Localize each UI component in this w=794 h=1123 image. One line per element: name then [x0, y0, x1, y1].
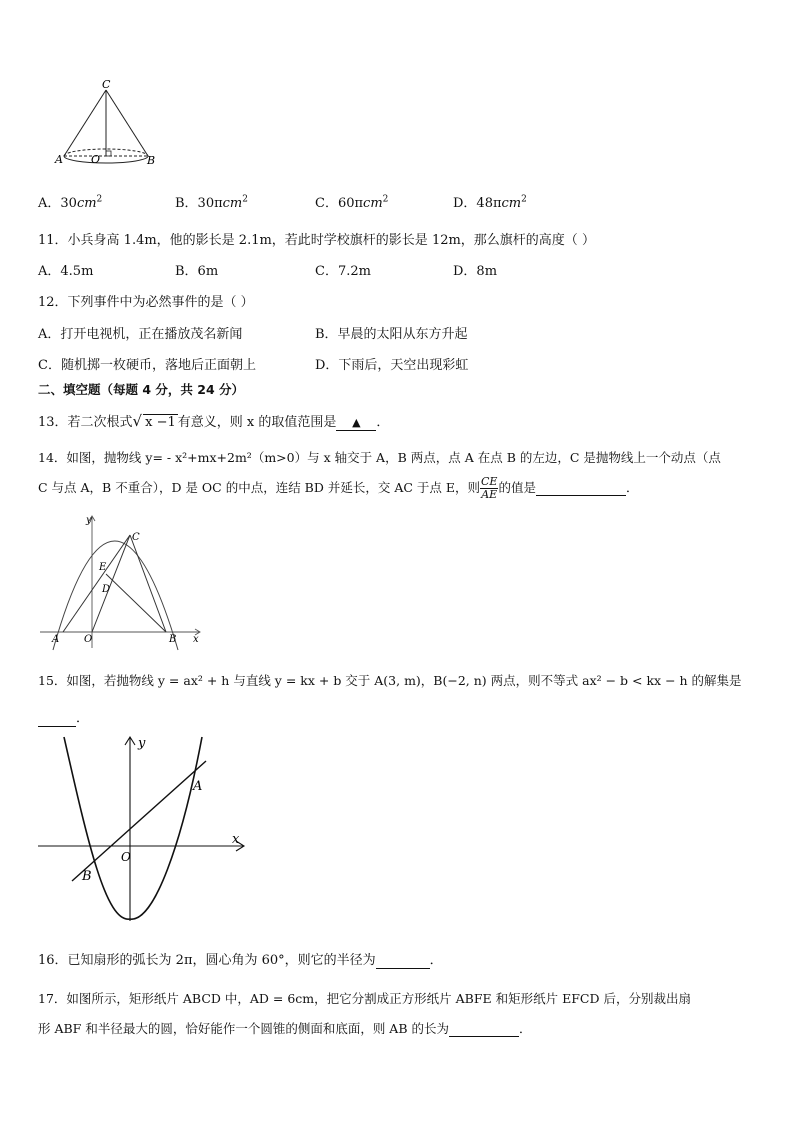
q11-option-c: C．7.2m: [315, 264, 371, 279]
q17-answer-blank[interactable]: [449, 1021, 519, 1037]
q16: [38, 949, 443, 969]
triangle-mark: ▲: [352, 416, 361, 429]
q16-end: ．: [429, 953, 443, 968]
label-x: x: [232, 832, 240, 847]
q16-answer-blank[interactable]: [376, 953, 430, 969]
q10-option-a: [38, 192, 102, 211]
label-y: y: [86, 515, 92, 526]
q10-option-b-unit: cm: [222, 196, 243, 211]
q10-option-b: [175, 192, 248, 211]
q10-option-a-unit: cm: [76, 196, 97, 211]
q12-option-d: D．下雨后，天空出现彩虹: [315, 358, 469, 373]
q14-line2-text: C 与点 A，B 不重合），D 是 OC 的中点，连结 BD 并延长，交 AC 于点 E，则: [38, 480, 480, 495]
q12-stem: 12．下列事件中为必然事件的是（ ）: [38, 295, 254, 310]
q10-option-d-text: D．48π: [453, 196, 502, 211]
q11-option-a: A．4.5m: [38, 264, 94, 279]
q13-end: ．: [376, 415, 390, 430]
label-a: A: [55, 153, 63, 166]
q10-option-b-sup: 2: [242, 194, 248, 205]
q11-stem: 11．小兵身高 1.4m，他的影长是 2.1m，若此时学校旗杆的影长是 12m，那么旗杆的高度（ ）: [38, 233, 595, 248]
q12-option-a: A．打开电视机，正在播放茂名新闻: [38, 327, 243, 342]
q10-option-c-unit: cm: [363, 196, 383, 211]
cone-figure: [52, 78, 162, 170]
q11-option-b: B．6m: [175, 264, 219, 279]
q16-text: 16．已知扇形的弧长为 2π，圆心角为 60°，则它的半径为: [38, 953, 376, 968]
label-a: A: [52, 634, 60, 645]
label-y: y: [138, 736, 146, 751]
q14-line1: 14．如图，抛物线 y= - x²+mx+2m²（m>0）与 x 轴交于 A，B 两点，点 A 在点 B 的左边，C 是抛物线上一个动点（点: [38, 450, 721, 465]
label-o: O: [91, 153, 101, 166]
q14-frac-numerator: CE: [481, 475, 498, 488]
label-a: A: [193, 779, 203, 794]
q10-option-c-text: C．60π: [315, 196, 364, 211]
q13: [38, 411, 389, 431]
q14-frac-denominator: AE: [481, 488, 498, 501]
q10-option-c-sup: 2: [382, 194, 389, 205]
q10-option-d-unit: cm: [501, 196, 522, 211]
q14-answer-blank[interactable]: [536, 480, 626, 496]
parabola-curve: [64, 737, 202, 919]
q10-option-d: [453, 192, 527, 211]
q17-line2-text: 形 ABF 和半径最大的圆，恰好能作一个圆锥的侧面和底面，则 AB 的长为: [38, 1021, 449, 1036]
q10-option-d-sup: 2: [521, 194, 527, 205]
q14-fraction: [480, 476, 498, 501]
q13-answer-blank[interactable]: [336, 415, 376, 431]
line-ab: [72, 761, 206, 881]
radical-sign: √: [132, 412, 143, 430]
section-title: 二、填空题（每题 4 分，共 24 分）: [38, 382, 245, 397]
segment-ac: [63, 535, 130, 632]
label-o: O: [121, 850, 131, 864]
q15-line2: [38, 707, 89, 727]
q11-option-d: D．8m: [453, 264, 498, 279]
q15-end: ．: [76, 711, 90, 726]
q12-option-c: C．随机掷一枚硬币，落地后正面朝上: [38, 358, 256, 373]
label-c: C: [132, 532, 140, 543]
parabola-line-figure-15: [36, 733, 250, 923]
q10-option-a-text: A．30: [38, 196, 77, 211]
label-b: B: [82, 869, 92, 884]
cone-slant-left: [64, 90, 106, 156]
parabola-curve: [53, 541, 178, 650]
q13-pre: 13．若二次根式: [38, 415, 133, 430]
label-c: C: [102, 78, 111, 91]
q14-line2: [38, 476, 638, 501]
label-o: O: [84, 634, 93, 645]
q17-line1: 17．如图所示，矩形纸片 ABCD 中，AD = 6cm，把它分割成正方形纸片 ABFE 和矩形纸片 EFCD 后，分别裁出扇: [38, 991, 691, 1006]
q14-end: ．: [625, 480, 639, 495]
cone-base-front: [64, 156, 148, 163]
q17-line2: [38, 1019, 532, 1037]
cone-slant-right: [106, 90, 148, 156]
q10-option-a-sup: 2: [96, 194, 103, 205]
label-e: E: [99, 562, 107, 573]
q10-option-c: [315, 192, 388, 211]
segment-bc: [130, 535, 166, 632]
q17-end: ．: [519, 1021, 532, 1036]
q15-line1: 15．如图，若抛物线 y = ax² + h 与直线 y = kx + b 交于 A(3, m)，B(−2, n) 两点，则不等式 ax² − b < kx − h 的解集是: [38, 673, 742, 688]
label-x: x: [193, 634, 199, 645]
q13-radicand: x −1: [145, 415, 176, 430]
q14-line2-post: 的值是: [498, 480, 536, 495]
label-b: B: [147, 154, 156, 167]
parabola-figure-14: [36, 512, 206, 652]
q10-option-b-text: B．30π: [175, 196, 223, 211]
label-d: D: [102, 584, 111, 595]
segment-be: [106, 574, 166, 632]
q13-post: 有意义，则 x 的取值范围是: [177, 415, 337, 430]
q12-option-b: B．早晨的太阳从东方升起: [315, 327, 468, 342]
q15-answer-blank[interactable]: [38, 711, 76, 727]
right-angle-mark: [106, 151, 111, 156]
label-b: B: [169, 634, 177, 645]
